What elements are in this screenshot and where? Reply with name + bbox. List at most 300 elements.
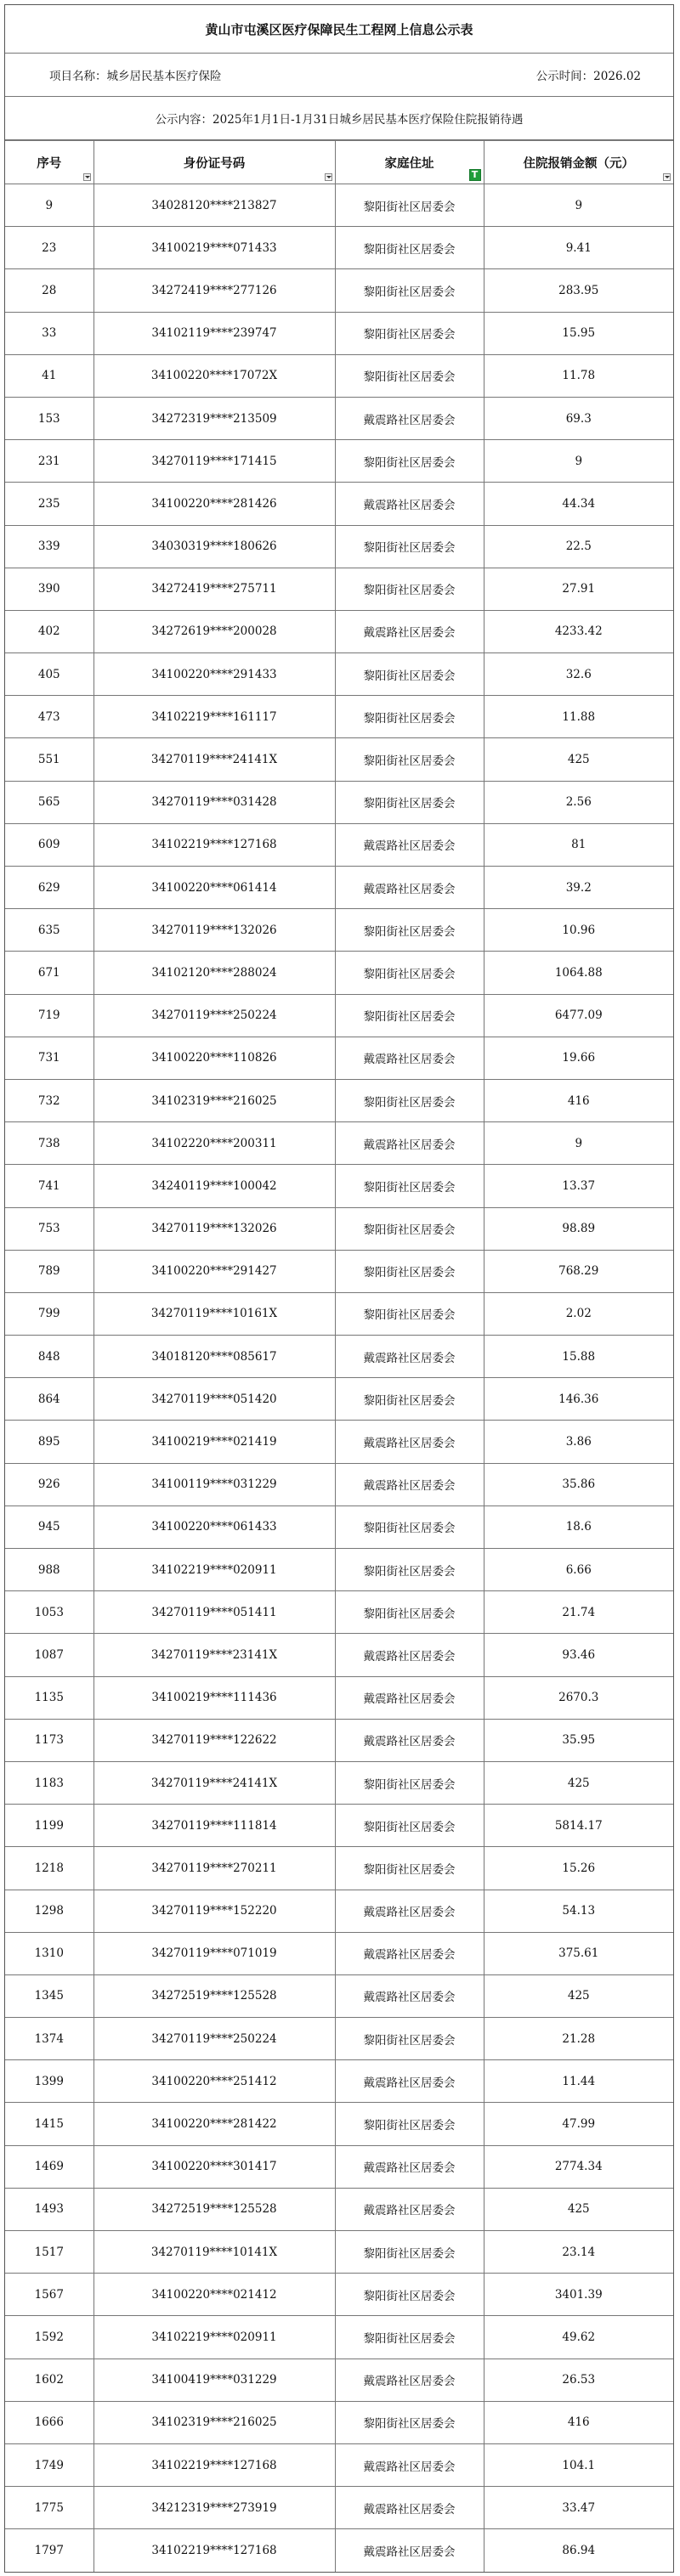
cell-amount[interactable]: 15.26	[484, 1847, 673, 1890]
cell-amount[interactable]: 81	[484, 823, 673, 866]
cell-address[interactable]: 黎阳街社区居委会	[335, 696, 484, 738]
column-header-id-label: 身份证号码	[183, 155, 246, 171]
cell-address[interactable]: 黎阳街社区居委会	[335, 1165, 484, 1207]
cell-id-number[interactable]: 34272419****277126	[94, 269, 335, 312]
content-row	[5, 97, 673, 140]
column-header-amount	[484, 141, 673, 184]
cell-amount[interactable]: 47.99	[484, 2103, 673, 2145]
cell-id-number[interactable]: 34102219****127168	[94, 2443, 335, 2486]
cell-seq[interactable]: 1053	[5, 1591, 94, 1634]
cell-id-number[interactable]: 34102120****288024	[94, 952, 335, 994]
publish-time: 公示时间：2026.02	[536, 70, 641, 83]
cell-address[interactable]: 黎阳街社区居委会	[335, 525, 484, 568]
cell-amount[interactable]: 9.41	[484, 227, 673, 269]
cell-seq[interactable]: 565	[5, 781, 94, 823]
cell-address[interactable]: 黎阳街社区居委会	[335, 440, 484, 483]
filter-dropdown-icon[interactable]	[325, 173, 332, 181]
cell-seq[interactable]: 41	[5, 354, 94, 397]
cell-address[interactable]: 戴震路社区居委会	[335, 1634, 484, 1676]
cell-amount[interactable]: 10.96	[484, 909, 673, 952]
cell-seq[interactable]: 741	[5, 1165, 94, 1207]
table-row	[5, 2188, 673, 2230]
cell-address[interactable]: 黎阳街社区居委会	[335, 1207, 484, 1250]
table-row	[5, 2231, 673, 2274]
cell-id-number[interactable]: 34270119****051411	[94, 1591, 335, 1634]
cell-seq[interactable]: 1775	[5, 2487, 94, 2529]
cell-seq[interactable]: 1345	[5, 1974, 94, 2017]
table-row	[5, 1463, 673, 1505]
table-row	[5, 1336, 673, 1378]
cell-address[interactable]: 戴震路社区居委会	[335, 1890, 484, 1932]
cell-id-number[interactable]: 34102219****020911	[94, 1549, 335, 1591]
cell-seq[interactable]: 945	[5, 1505, 94, 1548]
cell-address[interactable]: 黎阳街社区居委会	[335, 2231, 484, 2274]
cell-amount[interactable]: 2774.34	[484, 2145, 673, 2188]
cell-amount[interactable]: 6.66	[484, 1549, 673, 1591]
cell-id-number[interactable]: 34272519****125528	[94, 1974, 335, 2017]
cell-address[interactable]: 黎阳街社区居委会	[335, 1549, 484, 1591]
cell-seq[interactable]: 339	[5, 525, 94, 568]
cell-id-number[interactable]: 34100220****110826	[94, 1037, 335, 1079]
header-row	[5, 141, 673, 184]
cell-seq[interactable]: 864	[5, 1378, 94, 1421]
publish-content: 公示内容：2025年1月1日-1月31日城乡居民基本医疗保险住院报销待遇	[155, 113, 524, 127]
table-row	[5, 1974, 673, 2017]
cell-seq[interactable]: 1199	[5, 1805, 94, 1847]
cell-id-number[interactable]: 34270119****250224	[94, 2018, 335, 2060]
cell-seq[interactable]: 231	[5, 440, 94, 483]
cell-amount[interactable]: 146.36	[484, 1378, 673, 1421]
cell-seq[interactable]: 235	[5, 483, 94, 525]
cell-address[interactable]: 戴震路社区居委会	[335, 867, 484, 909]
cell-amount[interactable]: 9	[484, 184, 673, 227]
info-row	[5, 54, 673, 97]
cell-seq[interactable]: 731	[5, 1037, 94, 1079]
table-row	[5, 653, 673, 696]
cell-seq[interactable]: 1517	[5, 2231, 94, 2274]
cell-id-number[interactable]: 34100220****291427	[94, 1250, 335, 1292]
cell-id-number[interactable]: 34270119****132026	[94, 1207, 335, 1250]
cell-amount[interactable]: 283.95	[484, 269, 673, 312]
cell-amount[interactable]: 2.56	[484, 781, 673, 823]
cell-seq[interactable]: 1298	[5, 1890, 94, 1932]
cell-id-number[interactable]: 34018120****085617	[94, 1336, 335, 1378]
cell-seq[interactable]: 9	[5, 184, 94, 227]
cell-address[interactable]: 戴震路社区居委会	[335, 2188, 484, 2230]
cell-amount[interactable]: 93.46	[484, 1634, 673, 1676]
cell-id-number[interactable]: 34272519****125528	[94, 2188, 335, 2230]
cell-id-number[interactable]: 34270119****051420	[94, 1378, 335, 1421]
cell-amount[interactable]: 21.28	[484, 2018, 673, 2060]
table-row	[5, 525, 673, 568]
cell-amount[interactable]: 5814.17	[484, 1805, 673, 1847]
cell-id-number[interactable]: 34272419****275711	[94, 568, 335, 610]
cell-address[interactable]: 黎阳街社区居委会	[335, 269, 484, 312]
cell-seq[interactable]: 926	[5, 1463, 94, 1505]
cell-amount[interactable]: 375.61	[484, 1932, 673, 1974]
cell-amount[interactable]: 11.44	[484, 2060, 673, 2103]
cell-seq[interactable]: 1135	[5, 1676, 94, 1719]
cell-address[interactable]: 戴震路社区居委会	[335, 1037, 484, 1079]
cell-address[interactable]: 黎阳街社区居委会	[335, 184, 484, 227]
cell-address[interactable]: 戴震路社区居委会	[335, 1676, 484, 1719]
cell-address[interactable]: 戴震路社区居委会	[335, 2443, 484, 2486]
table-row	[5, 1847, 673, 1890]
cell-address[interactable]: 戴震路社区居委会	[335, 2359, 484, 2401]
cell-amount[interactable]: 15.95	[484, 312, 673, 354]
cell-id-number[interactable]: 34100220****281426	[94, 483, 335, 525]
table-row	[5, 227, 673, 269]
table-row	[5, 2145, 673, 2188]
cell-address[interactable]: 黎阳街社区居委会	[335, 2018, 484, 2060]
table-row	[5, 1037, 673, 1079]
cell-seq[interactable]: 1749	[5, 2443, 94, 2486]
table-row	[5, 354, 673, 397]
cell-seq[interactable]: 1592	[5, 2316, 94, 2359]
table-row	[5, 483, 673, 525]
table-row	[5, 823, 673, 866]
filter-dropdown-icon[interactable]	[663, 173, 671, 181]
table-row	[5, 1165, 673, 1207]
cell-id-number[interactable]: 34270119****270211	[94, 1847, 335, 1890]
cell-seq[interactable]: 732	[5, 1079, 94, 1121]
cell-address[interactable]: 黎阳街社区居委会	[335, 1805, 484, 1847]
cell-id-number[interactable]: 34212319****273919	[94, 2487, 335, 2529]
cell-amount[interactable]: 416	[484, 2401, 673, 2443]
cell-amount[interactable]: 69.3	[484, 397, 673, 439]
table-row	[5, 1122, 673, 1165]
table-row	[5, 696, 673, 738]
cell-seq[interactable]: 405	[5, 653, 94, 696]
table-row	[5, 2443, 673, 2486]
cell-address[interactable]: 戴震路社区居委会	[335, 483, 484, 525]
table-row	[5, 1549, 673, 1591]
table-row	[5, 1421, 673, 1463]
table-row	[5, 397, 673, 439]
cell-seq[interactable]: 629	[5, 867, 94, 909]
column-header-seq-label: 序号	[37, 155, 62, 171]
cell-seq[interactable]: 635	[5, 909, 94, 952]
cell-id-number[interactable]: 34100220****281422	[94, 2103, 335, 2145]
column-header-amount-label: 住院报销金额（元）	[523, 155, 634, 171]
cell-address[interactable]: 黎阳街社区居委会	[335, 994, 484, 1037]
cell-address[interactable]: 戴震路社区居委会	[335, 1974, 484, 2017]
cell-address[interactable]: 黎阳街社区居委会	[335, 1292, 484, 1335]
cell-amount[interactable]: 27.91	[484, 568, 673, 610]
cell-amount[interactable]: 11.88	[484, 696, 673, 738]
cell-seq[interactable]: 1087	[5, 1634, 94, 1676]
cell-address[interactable]: 戴震路社区居委会	[335, 1421, 484, 1463]
cell-seq[interactable]: 1493	[5, 2188, 94, 2230]
table-row	[5, 2359, 673, 2401]
cell-seq[interactable]: 1399	[5, 2060, 94, 2103]
cell-amount[interactable]: 54.13	[484, 1890, 673, 1932]
cell-seq[interactable]: 719	[5, 994, 94, 1037]
cell-amount[interactable]: 86.94	[484, 2529, 673, 2572]
filter-active-icon[interactable]	[469, 169, 481, 181]
cell-id-number[interactable]: 34270119****031428	[94, 781, 335, 823]
cell-seq[interactable]: 848	[5, 1336, 94, 1378]
cell-id-number[interactable]: 34270119****10141X	[94, 2231, 335, 2274]
cell-id-number[interactable]: 34272619****200028	[94, 610, 335, 652]
cell-seq[interactable]: 28	[5, 269, 94, 312]
cell-amount[interactable]: 425	[484, 2188, 673, 2230]
cell-id-number[interactable]: 34270119****250224	[94, 994, 335, 1037]
cell-amount[interactable]: 21.74	[484, 1591, 673, 1634]
table-row	[5, 2529, 673, 2572]
cell-seq[interactable]: 551	[5, 738, 94, 781]
table-row	[5, 2401, 673, 2443]
cell-id-number[interactable]: 34030319****180626	[94, 525, 335, 568]
cell-seq[interactable]: 789	[5, 1250, 94, 1292]
cell-address[interactable]: 黎阳街社区居委会	[335, 2274, 484, 2316]
table-row	[5, 1676, 673, 1719]
cell-amount[interactable]: 13.37	[484, 1165, 673, 1207]
cell-amount[interactable]: 44.34	[484, 483, 673, 525]
cell-address[interactable]: 黎阳街社区居委会	[335, 568, 484, 610]
cell-amount[interactable]: 15.88	[484, 1336, 673, 1378]
table-row	[5, 952, 673, 994]
cell-amount[interactable]: 98.89	[484, 1207, 673, 1250]
table-row	[5, 610, 673, 652]
cell-seq[interactable]: 753	[5, 1207, 94, 1250]
table-row	[5, 1378, 673, 1421]
table-row	[5, 1719, 673, 1761]
table-row	[5, 1932, 673, 1974]
cell-id-number[interactable]: 34270119****132026	[94, 909, 335, 952]
cell-id-number[interactable]: 34102319****216025	[94, 1079, 335, 1121]
cell-seq[interactable]: 153	[5, 397, 94, 439]
cell-seq[interactable]: 1602	[5, 2359, 94, 2401]
cell-seq[interactable]: 1183	[5, 1761, 94, 1804]
filter-dropdown-icon[interactable]	[83, 173, 91, 181]
cell-address[interactable]: 黎阳街社区居委会	[335, 354, 484, 397]
cell-address[interactable]: 黎阳街社区居委会	[335, 952, 484, 994]
spreadsheet	[4, 4, 674, 2573]
cell-address[interactable]: 黎阳街社区居委会	[335, 1591, 484, 1634]
cell-amount[interactable]: 39.2	[484, 867, 673, 909]
cell-id-number[interactable]: 34270119****071019	[94, 1932, 335, 1974]
cell-amount[interactable]: 4233.42	[484, 610, 673, 652]
cell-id-number[interactable]: 34102219****020911	[94, 2316, 335, 2359]
cell-address[interactable]: 戴震路社区居委会	[335, 2529, 484, 2572]
cell-amount[interactable]: 2670.3	[484, 1676, 673, 1719]
cell-address[interactable]: 戴震路社区居委会	[335, 1336, 484, 1378]
cell-amount[interactable]: 425	[484, 1761, 673, 1804]
table-row	[5, 568, 673, 610]
cell-seq[interactable]: 738	[5, 1122, 94, 1165]
cell-amount[interactable]: 18.6	[484, 1505, 673, 1548]
cell-id-number[interactable]: 34270119****24141X	[94, 738, 335, 781]
table-row	[5, 1505, 673, 1548]
cell-address[interactable]: 黎阳街社区居委会	[335, 2401, 484, 2443]
column-header-address-label: 家庭住址	[384, 155, 434, 171]
cell-amount[interactable]: 49.62	[484, 2316, 673, 2359]
cell-seq[interactable]: 1469	[5, 2145, 94, 2188]
cell-amount[interactable]: 425	[484, 738, 673, 781]
cell-address[interactable]: 戴震路社区居委会	[335, 1122, 484, 1165]
cell-address[interactable]: 戴震路社区居委会	[335, 1932, 484, 1974]
cell-id-number[interactable]: 34270119****122622	[94, 1719, 335, 1761]
cell-seq[interactable]: 1310	[5, 1932, 94, 1974]
cell-seq[interactable]: 1374	[5, 2018, 94, 2060]
cell-id-number[interactable]: 34100220****301417	[94, 2145, 335, 2188]
table-row	[5, 1890, 673, 1932]
project-name: 项目名称：城乡居民基本医疗保险	[49, 70, 222, 83]
cell-amount[interactable]: 416	[484, 1079, 673, 1121]
table-row	[5, 738, 673, 781]
cell-id-number[interactable]: 34102219****127168	[94, 2529, 335, 2572]
table-row	[5, 1805, 673, 1847]
table-row	[5, 312, 673, 354]
cell-amount[interactable]: 11.78	[484, 354, 673, 397]
cell-id-number[interactable]: 34100219****071433	[94, 227, 335, 269]
cell-seq[interactable]: 473	[5, 696, 94, 738]
cell-id-number[interactable]: 34102220****200311	[94, 1122, 335, 1165]
table-row	[5, 909, 673, 952]
cell-id-number[interactable]: 34270119****24141X	[94, 1761, 335, 1804]
cell-id-number[interactable]: 34270119****171415	[94, 440, 335, 483]
cell-address[interactable]: 黎阳街社区居委会	[335, 738, 484, 781]
cell-amount[interactable]: 35.95	[484, 1719, 673, 1761]
cell-seq[interactable]: 671	[5, 952, 94, 994]
cell-address[interactable]: 黎阳街社区居委会	[335, 227, 484, 269]
cell-address[interactable]: 黎阳街社区居委会	[335, 781, 484, 823]
cell-id-number[interactable]: 34102219****127168	[94, 823, 335, 866]
cell-seq[interactable]: 1797	[5, 2529, 94, 2572]
cell-address[interactable]: 黎阳街社区居委会	[335, 2316, 484, 2359]
cell-address[interactable]: 黎阳街社区居委会	[335, 909, 484, 952]
cell-amount[interactable]: 2.02	[484, 1292, 673, 1335]
cell-id-number[interactable]: 34270119****111814	[94, 1805, 335, 1847]
cell-amount[interactable]: 23.14	[484, 2231, 673, 2274]
cell-id-number[interactable]: 34102319****216025	[94, 2401, 335, 2443]
cell-id-number[interactable]: 34100220****17072X	[94, 354, 335, 397]
column-header-seq	[5, 141, 94, 184]
cell-seq[interactable]: 1666	[5, 2401, 94, 2443]
cell-id-number[interactable]: 34100220****061414	[94, 867, 335, 909]
table-row	[5, 994, 673, 1037]
cell-address[interactable]: 黎阳街社区居委会	[335, 1378, 484, 1421]
cell-amount[interactable]: 104.1	[484, 2443, 673, 2486]
column-header-address	[335, 141, 484, 184]
cell-id-number[interactable]: 34028120****213827	[94, 184, 335, 227]
cell-amount[interactable]: 19.66	[484, 1037, 673, 1079]
cell-id-number[interactable]: 34100220****291433	[94, 653, 335, 696]
cell-seq[interactable]: 799	[5, 1292, 94, 1335]
cell-id-number[interactable]: 34100219****111436	[94, 1676, 335, 1719]
cell-address[interactable]: 戴震路社区居委会	[335, 2487, 484, 2529]
cell-amount[interactable]: 3401.39	[484, 2274, 673, 2316]
cell-address[interactable]: 戴震路社区居委会	[335, 823, 484, 866]
cell-amount[interactable]: 26.53	[484, 2359, 673, 2401]
cell-address[interactable]: 戴震路社区居委会	[335, 610, 484, 652]
cell-id-number[interactable]: 34272319****213509	[94, 397, 335, 439]
cell-id-number[interactable]: 34102219****161117	[94, 696, 335, 738]
cell-id-number[interactable]: 34100119****031229	[94, 1463, 335, 1505]
cell-address[interactable]: 黎阳街社区居委会	[335, 312, 484, 354]
cell-address[interactable]: 黎阳街社区居委会	[335, 1079, 484, 1121]
table-row	[5, 2060, 673, 2103]
cell-id-number[interactable]: 34270119****23141X	[94, 1634, 335, 1676]
table-row	[5, 184, 673, 227]
cell-seq[interactable]: 895	[5, 1421, 94, 1463]
cell-seq[interactable]: 988	[5, 1549, 94, 1591]
cell-amount[interactable]: 768.29	[484, 1250, 673, 1292]
cell-amount[interactable]: 9	[484, 440, 673, 483]
cell-address[interactable]: 戴震路社区居委会	[335, 2060, 484, 2103]
cell-seq[interactable]: 1415	[5, 2103, 94, 2145]
cell-seq[interactable]: 1173	[5, 1719, 94, 1761]
cell-seq[interactable]: 1567	[5, 2274, 94, 2316]
table-row	[5, 2018, 673, 2060]
cell-id-number[interactable]: 34102119****239747	[94, 312, 335, 354]
table-row	[5, 1761, 673, 1804]
cell-id-number[interactable]: 34270119****152220	[94, 1890, 335, 1932]
table-row	[5, 2487, 673, 2529]
cell-amount[interactable]: 1064.88	[484, 952, 673, 994]
table-row	[5, 2103, 673, 2145]
cell-seq[interactable]: 609	[5, 823, 94, 866]
cell-seq[interactable]: 1218	[5, 1847, 94, 1890]
cell-id-number[interactable]: 34240119****100042	[94, 1165, 335, 1207]
sheet-title	[5, 5, 673, 54]
cell-id-number[interactable]: 34100220****061433	[94, 1505, 335, 1548]
table-row	[5, 269, 673, 312]
cell-address[interactable]: 黎阳街社区居委会	[335, 1847, 484, 1890]
table-row	[5, 1250, 673, 1292]
table-row	[5, 1292, 673, 1335]
filter-active-glyph: T	[471, 169, 479, 180]
table-row	[5, 2316, 673, 2359]
data-table	[5, 140, 673, 2572]
table-row	[5, 1079, 673, 1121]
cell-amount[interactable]: 22.5	[484, 525, 673, 568]
cell-address[interactable]: 戴震路社区居委会	[335, 1463, 484, 1505]
cell-address[interactable]: 戴震路社区居委会	[335, 397, 484, 439]
cell-amount[interactable]: 3.86	[484, 1421, 673, 1463]
cell-amount[interactable]: 33.47	[484, 2487, 673, 2529]
table-row	[5, 781, 673, 823]
cell-amount[interactable]: 6477.09	[484, 994, 673, 1037]
cell-id-number[interactable]: 34100419****031229	[94, 2359, 335, 2401]
cell-id-number[interactable]: 34100219****021419	[94, 1421, 335, 1463]
table-row	[5, 1591, 673, 1634]
cell-address[interactable]: 黎阳街社区居委会	[335, 1761, 484, 1804]
cell-seq[interactable]: 33	[5, 312, 94, 354]
cell-seq[interactable]: 23	[5, 227, 94, 269]
table-row	[5, 867, 673, 909]
cell-seq[interactable]: 390	[5, 568, 94, 610]
cell-amount[interactable]: 35.86	[484, 1463, 673, 1505]
cell-address[interactable]: 黎阳街社区居委会	[335, 2103, 484, 2145]
cell-id-number[interactable]: 34100220****021412	[94, 2274, 335, 2316]
cell-address[interactable]: 黎阳街社区居委会	[335, 1250, 484, 1292]
cell-id-number[interactable]: 34270119****10161X	[94, 1292, 335, 1335]
cell-address[interactable]: 黎阳街社区居委会	[335, 653, 484, 696]
cell-address[interactable]: 戴震路社区居委会	[335, 1719, 484, 1761]
table-row	[5, 1207, 673, 1250]
cell-id-number[interactable]: 34100220****251412	[94, 2060, 335, 2103]
title-text: 黄山市屯溪区医疗保障民生工程网上信息公示表	[205, 21, 473, 37]
cell-address[interactable]: 戴震路社区居委会	[335, 2145, 484, 2188]
cell-amount[interactable]: 9	[484, 1122, 673, 1165]
table-row	[5, 440, 673, 483]
cell-amount[interactable]: 425	[484, 1974, 673, 2017]
cell-amount[interactable]: 32.6	[484, 653, 673, 696]
cell-address[interactable]: 黎阳街社区居委会	[335, 1505, 484, 1548]
cell-seq[interactable]: 402	[5, 610, 94, 652]
